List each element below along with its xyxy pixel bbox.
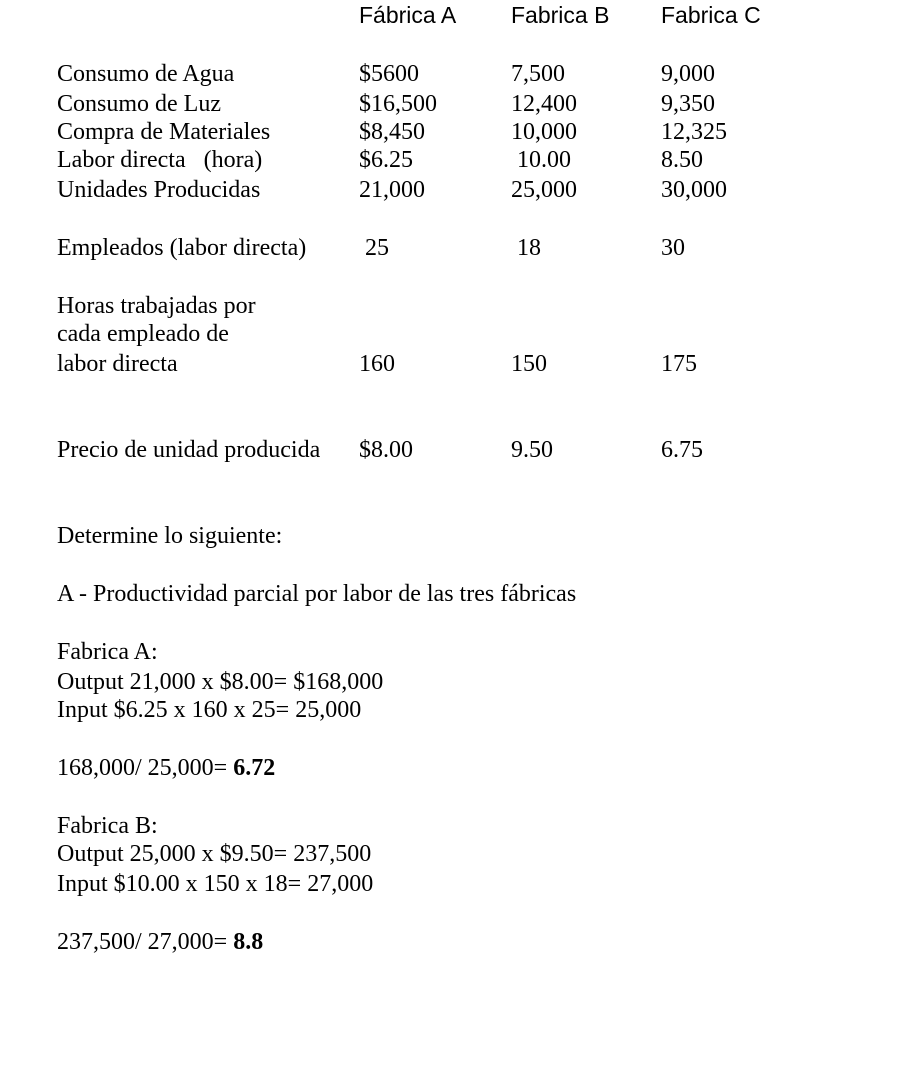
row-label-unidades: Unidades Producidas — [57, 177, 261, 203]
fabrica-b-result-expression: 237,500/ 27,000= — [57, 929, 234, 955]
fabrica-b-input: Input $10.00 x 150 x 18= 27,000 — [57, 871, 374, 897]
cell-labor-c: 8.50 — [661, 147, 703, 173]
cell-unidades-b: 25,000 — [511, 177, 577, 203]
cell-horas-c: 175 — [661, 351, 697, 377]
fabrica-a-result-value: 6.72 — [233, 755, 276, 781]
header-fabrica-a: Fábrica A — [359, 2, 457, 28]
cell-labor-b: 10.00 — [511, 147, 571, 173]
fabrica-a-input: Input $6.25 x 160 x 25= 25,000 — [57, 697, 362, 723]
fabrica-a-output: Output 21,000 x $8.00= $168,000 — [57, 669, 384, 695]
fabrica-a-result — [57, 756, 275, 780]
row-label-precio: Precio de unidad producida — [57, 437, 321, 463]
instructions-part-a: A - Productividad parcial por labor de las tres fábricas — [57, 581, 577, 607]
fabrica-b-output: Output 25,000 x $9.50= 237,500 — [57, 841, 372, 867]
cell-precio-b: 9.50 — [511, 437, 553, 463]
row-label-labor: Labor directa (hora) — [57, 147, 263, 173]
cell-precio-a: $8.00 — [359, 437, 413, 463]
row-label-horas-line2: cada empleado de — [57, 321, 229, 347]
cell-agua-c: 9,000 — [661, 61, 715, 87]
cell-luz-c: 9,350 — [661, 91, 715, 117]
cell-unidades-a: 21,000 — [359, 177, 425, 203]
instructions-prompt: Determine lo siguiente: — [57, 523, 283, 549]
cell-agua-b: 7,500 — [511, 61, 565, 87]
cell-unidades-c: 30,000 — [661, 177, 727, 203]
row-label-materiales: Compra de Materiales — [57, 119, 271, 145]
cell-empleados-b: 18 — [511, 235, 541, 261]
header-fabrica-c: Fabrica C — [661, 2, 761, 28]
cell-materiales-a: $8,450 — [359, 119, 425, 145]
cell-horas-a: 160 — [359, 351, 395, 377]
row-label-empleados: Empleados (labor directa) — [57, 235, 307, 261]
row-label-horas-line3: labor directa — [57, 351, 178, 377]
header-fabrica-b: Fabrica B — [511, 2, 610, 28]
cell-materiales-b: 10,000 — [511, 119, 577, 145]
fabrica-b-title: Fabrica B: — [57, 813, 158, 839]
cell-empleados-a: 25 — [359, 235, 389, 261]
row-label-luz: Consumo de Luz — [57, 91, 221, 117]
fabrica-a-title: Fabrica A: — [57, 639, 158, 665]
row-label-agua: Consumo de Agua — [57, 61, 235, 87]
cell-horas-b: 150 — [511, 351, 547, 377]
cell-precio-c: 6.75 — [661, 437, 703, 463]
cell-materiales-c: 12,325 — [661, 119, 727, 145]
fabrica-b-result-value: 8.8 — [233, 929, 264, 955]
cell-labor-a: $6.25 — [359, 147, 413, 173]
row-label-horas-line1: Horas trabajadas por — [57, 293, 256, 319]
cell-luz-b: 12,400 — [511, 91, 577, 117]
cell-luz-a: $16,500 — [359, 91, 437, 117]
cell-agua-a: $5600 — [359, 61, 419, 87]
fabrica-b-result — [57, 930, 263, 954]
fabrica-a-result-expression: 168,000/ 25,000= — [57, 755, 234, 781]
cell-empleados-c: 30 — [661, 235, 685, 261]
